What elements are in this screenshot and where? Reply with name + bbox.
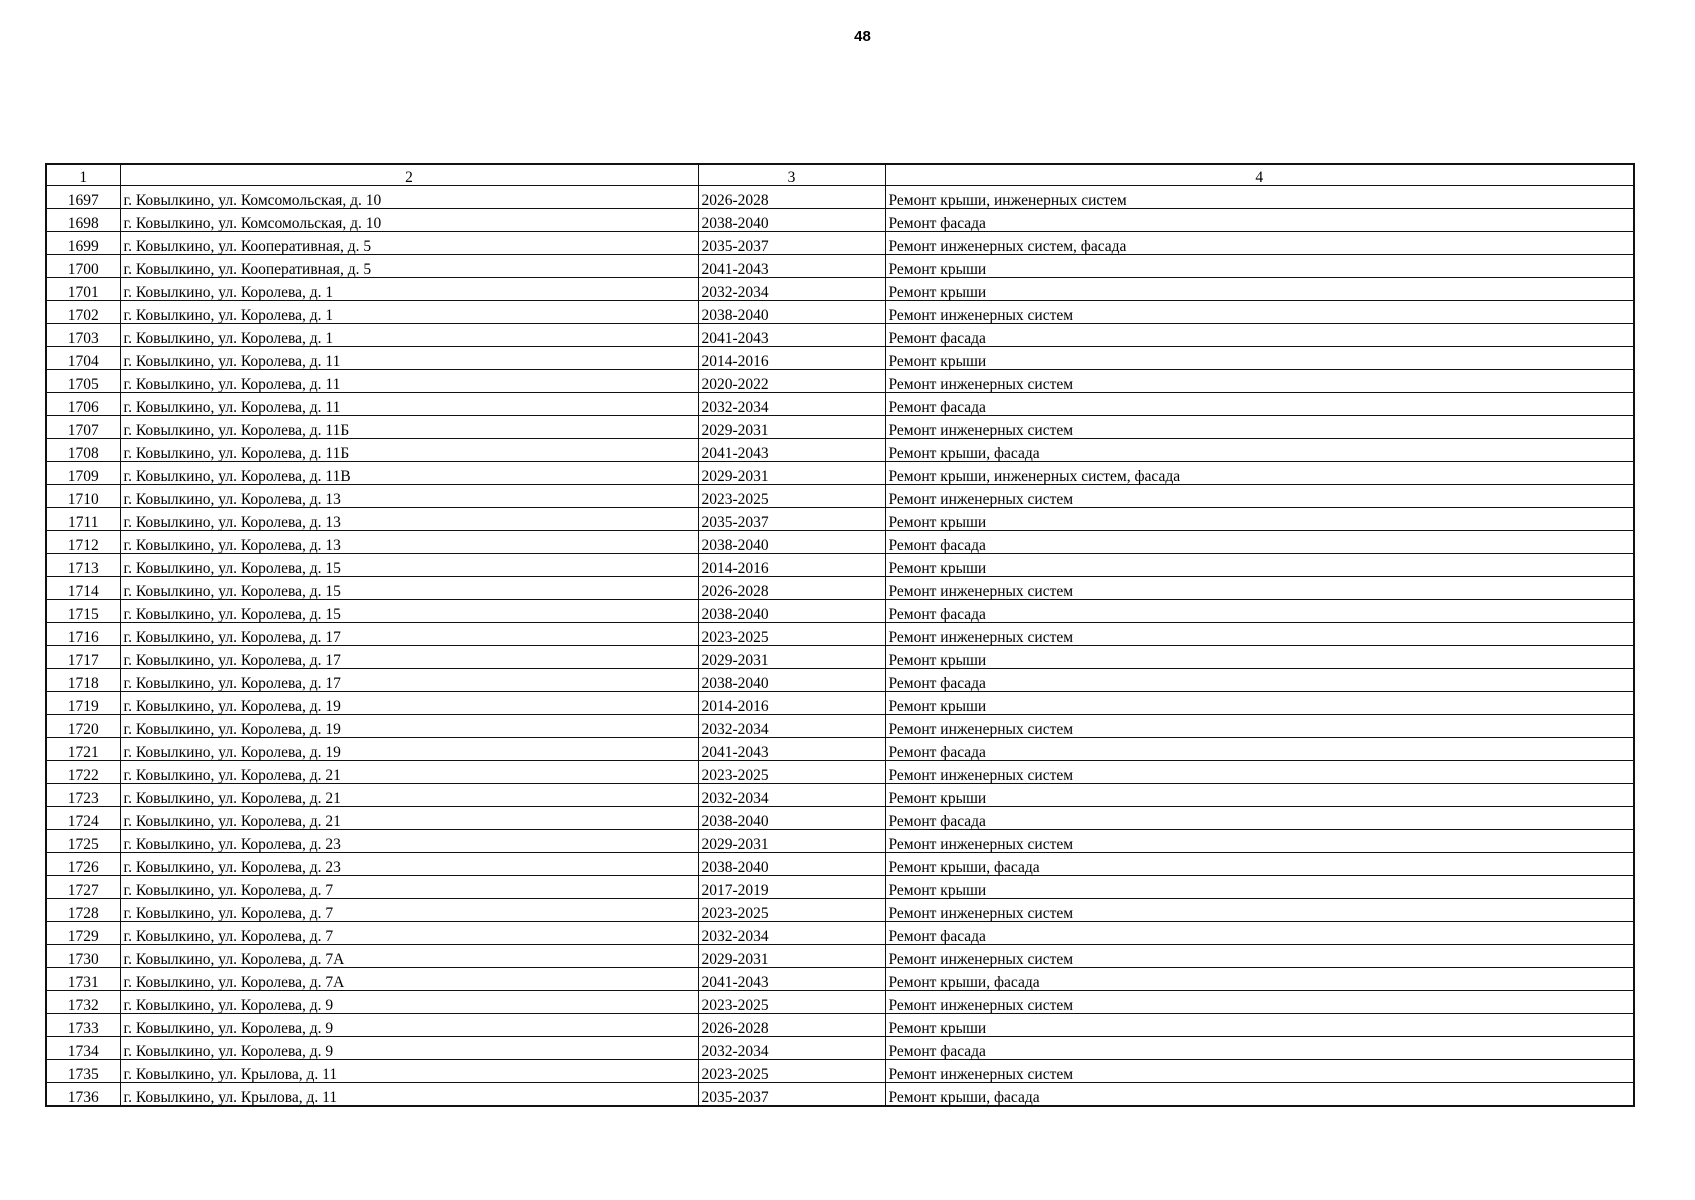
row-number-cell: 1724 [46, 807, 120, 830]
address-cell: г. Ковылкино, ул. Крылова, д. 11 [120, 1083, 698, 1107]
work-type-cell: Ремонт инженерных систем [885, 301, 1634, 324]
table-row [46, 554, 1634, 577]
work-type-cell: Ремонт крыши [885, 255, 1634, 278]
address-cell: г. Ковылкино, ул. Королева, д. 1 [120, 324, 698, 347]
row-number-cell: 1728 [46, 899, 120, 922]
work-type-cell: Ремонт крыши [885, 508, 1634, 531]
row-number-cell: 1706 [46, 393, 120, 416]
period-cell: 2026-2028 [698, 186, 885, 209]
address-cell: г. Ковылкино, ул. Королева, д. 13 [120, 508, 698, 531]
table-row [46, 830, 1634, 853]
work-type-cell: Ремонт крыши, инженерных систем, фасада [885, 462, 1634, 485]
period-cell: 2038-2040 [698, 531, 885, 554]
row-number-cell: 1714 [46, 577, 120, 600]
row-number-cell: 1727 [46, 876, 120, 899]
work-type-cell: Ремонт инженерных систем [885, 370, 1634, 393]
period-cell: 2014-2016 [698, 554, 885, 577]
address-cell: г. Ковылкино, ул. Королева, д. 11В [120, 462, 698, 485]
work-type-cell: Ремонт фасада [885, 393, 1634, 416]
column-header-4: 4 [885, 164, 1634, 186]
work-type-cell: Ремонт инженерных систем [885, 899, 1634, 922]
address-cell: г. Ковылкино, ул. Королева, д. 7 [120, 922, 698, 945]
row-number-cell: 1710 [46, 485, 120, 508]
work-type-cell: Ремонт крыши [885, 278, 1634, 301]
address-cell: г. Ковылкино, ул. Королева, д. 17 [120, 669, 698, 692]
table-row [46, 1083, 1634, 1107]
address-cell: г. Ковылкино, ул. Королева, д. 11Б [120, 439, 698, 462]
table-row [46, 715, 1634, 738]
row-number-cell: 1705 [46, 370, 120, 393]
address-cell: г. Ковылкино, ул. Королева, д. 9 [120, 991, 698, 1014]
row-number-cell: 1735 [46, 1060, 120, 1083]
work-type-cell: Ремонт инженерных систем [885, 830, 1634, 853]
table-row [46, 807, 1634, 830]
table-row [46, 232, 1634, 255]
work-type-cell: Ремонт крыши, фасада [885, 853, 1634, 876]
table-header-row [46, 164, 1634, 186]
column-header-2: 2 [120, 164, 698, 186]
work-type-cell: Ремонт инженерных систем [885, 945, 1634, 968]
table-row [46, 692, 1634, 715]
table-row [46, 324, 1634, 347]
work-type-cell: Ремонт фасада [885, 1037, 1634, 1060]
period-cell: 2041-2043 [698, 324, 885, 347]
period-cell: 2038-2040 [698, 853, 885, 876]
row-number-cell: 1703 [46, 324, 120, 347]
row-number-cell: 1717 [46, 646, 120, 669]
work-type-cell: Ремонт фасада [885, 669, 1634, 692]
row-number-cell: 1707 [46, 416, 120, 439]
table-row [46, 439, 1634, 462]
table-row [46, 531, 1634, 554]
period-cell: 2032-2034 [698, 715, 885, 738]
period-cell: 2026-2028 [698, 577, 885, 600]
table-row [46, 853, 1634, 876]
work-type-cell: Ремонт крыши, фасада [885, 1083, 1634, 1107]
period-cell: 2035-2037 [698, 508, 885, 531]
row-number-cell: 1736 [46, 1083, 120, 1107]
period-cell: 2023-2025 [698, 485, 885, 508]
period-cell: 2029-2031 [698, 462, 885, 485]
table-body [46, 186, 1634, 1107]
table-row [46, 1060, 1634, 1083]
address-cell: г. Ковылкино, ул. Королева, д. 13 [120, 485, 698, 508]
row-number-cell: 1704 [46, 347, 120, 370]
address-cell: г. Ковылкино, ул. Королева, д. 19 [120, 738, 698, 761]
address-cell: г. Ковылкино, ул. Королева, д. 7 [120, 899, 698, 922]
period-cell: 2017-2019 [698, 876, 885, 899]
table-row [46, 347, 1634, 370]
address-cell: г. Ковылкино, ул. Королева, д. 23 [120, 853, 698, 876]
table-row [46, 485, 1634, 508]
row-number-cell: 1719 [46, 692, 120, 715]
row-number-cell: 1708 [46, 439, 120, 462]
table-row [46, 278, 1634, 301]
row-number-cell: 1731 [46, 968, 120, 991]
work-type-cell: Ремонт крыши, инженерных систем [885, 186, 1634, 209]
address-cell: г. Ковылкино, ул. Королева, д. 15 [120, 577, 698, 600]
work-type-cell: Ремонт фасада [885, 922, 1634, 945]
address-cell: г. Ковылкино, ул. Королева, д. 21 [120, 761, 698, 784]
table-row [46, 301, 1634, 324]
row-number-cell: 1721 [46, 738, 120, 761]
work-type-cell: Ремонт крыши [885, 1014, 1634, 1037]
address-cell: г. Ковылкино, ул. Королева, д. 19 [120, 692, 698, 715]
address-cell: г. Ковылкино, ул. Королева, д. 21 [120, 784, 698, 807]
table-row [46, 1037, 1634, 1060]
period-cell: 2023-2025 [698, 623, 885, 646]
work-type-cell: Ремонт инженерных систем [885, 715, 1634, 738]
row-number-cell: 1723 [46, 784, 120, 807]
row-number-cell: 1700 [46, 255, 120, 278]
table-row [46, 255, 1634, 278]
period-cell: 2020-2022 [698, 370, 885, 393]
table-row [46, 600, 1634, 623]
table-row [46, 945, 1634, 968]
row-number-cell: 1711 [46, 508, 120, 531]
work-type-cell: Ремонт фасада [885, 324, 1634, 347]
work-type-cell: Ремонт фасада [885, 209, 1634, 232]
column-header-3: 3 [698, 164, 885, 186]
row-number-cell: 1698 [46, 209, 120, 232]
address-cell: г. Ковылкино, ул. Королева, д. 11 [120, 393, 698, 416]
table-row [46, 1014, 1634, 1037]
table-row [46, 784, 1634, 807]
table-row [46, 508, 1634, 531]
period-cell: 2038-2040 [698, 600, 885, 623]
work-type-cell: Ремонт инженерных систем [885, 761, 1634, 784]
row-number-cell: 1713 [46, 554, 120, 577]
work-type-cell: Ремонт крыши, фасада [885, 968, 1634, 991]
address-cell: г. Ковылкино, ул. Комсомольская, д. 10 [120, 186, 698, 209]
work-type-cell: Ремонт фасада [885, 807, 1634, 830]
period-cell: 2014-2016 [698, 692, 885, 715]
column-header-1: 1 [46, 164, 120, 186]
period-cell: 2032-2034 [698, 1037, 885, 1060]
table-row [46, 922, 1634, 945]
work-type-cell: Ремонт крыши [885, 692, 1634, 715]
address-cell: г. Ковылкино, ул. Королева, д. 17 [120, 646, 698, 669]
table-row [46, 669, 1634, 692]
address-cell: г. Ковылкино, ул. Королева, д. 11 [120, 370, 698, 393]
period-cell: 2041-2043 [698, 738, 885, 761]
row-number-cell: 1709 [46, 462, 120, 485]
work-type-cell: Ремонт инженерных систем [885, 623, 1634, 646]
row-number-cell: 1734 [46, 1037, 120, 1060]
address-cell: г. Ковылкино, ул. Королева, д. 15 [120, 554, 698, 577]
table-row [46, 209, 1634, 232]
table-row [46, 646, 1634, 669]
address-cell: г. Ковылкино, ул. Королева, д. 23 [120, 830, 698, 853]
row-number-cell: 1712 [46, 531, 120, 554]
period-cell: 2041-2043 [698, 255, 885, 278]
row-number-cell: 1732 [46, 991, 120, 1014]
period-cell: 2029-2031 [698, 416, 885, 439]
period-cell: 2038-2040 [698, 301, 885, 324]
address-cell: г. Ковылкино, ул. Королева, д. 19 [120, 715, 698, 738]
period-cell: 2035-2037 [698, 1083, 885, 1107]
work-type-cell: Ремонт фасада [885, 531, 1634, 554]
work-type-cell: Ремонт фасада [885, 738, 1634, 761]
table-row [46, 577, 1634, 600]
work-type-cell: Ремонт фасада [885, 600, 1634, 623]
address-cell: г. Ковылкино, ул. Королева, д. 21 [120, 807, 698, 830]
table-row [46, 462, 1634, 485]
row-number-cell: 1725 [46, 830, 120, 853]
work-type-cell: Ремонт инженерных систем [885, 416, 1634, 439]
address-cell: г. Ковылкино, ул. Королева, д. 7 [120, 876, 698, 899]
work-type-cell: Ремонт крыши [885, 784, 1634, 807]
table-row [46, 899, 1634, 922]
address-cell: г. Ковылкино, ул. Королева, д. 13 [120, 531, 698, 554]
row-number-cell: 1699 [46, 232, 120, 255]
work-type-cell: Ремонт крыши [885, 646, 1634, 669]
period-cell: 2023-2025 [698, 991, 885, 1014]
table-row [46, 416, 1634, 439]
address-cell: г. Ковылкино, ул. Кооперативная, д. 5 [120, 255, 698, 278]
period-cell: 2035-2037 [698, 232, 885, 255]
row-number-cell: 1697 [46, 186, 120, 209]
address-cell: г. Ковылкино, ул. Королева, д. 11 [120, 347, 698, 370]
period-cell: 2032-2034 [698, 784, 885, 807]
address-cell: г. Ковылкино, ул. Королева, д. 17 [120, 623, 698, 646]
work-type-cell: Ремонт крыши [885, 347, 1634, 370]
row-number-cell: 1718 [46, 669, 120, 692]
period-cell: 2041-2043 [698, 968, 885, 991]
period-cell: 2032-2034 [698, 278, 885, 301]
period-cell: 2023-2025 [698, 761, 885, 784]
period-cell: 2032-2034 [698, 922, 885, 945]
address-cell: г. Ковылкино, ул. Королева, д. 9 [120, 1037, 698, 1060]
work-type-cell: Ремонт инженерных систем [885, 577, 1634, 600]
period-cell: 2041-2043 [698, 439, 885, 462]
row-number-cell: 1720 [46, 715, 120, 738]
table-row [46, 186, 1634, 209]
address-cell: г. Ковылкино, ул. Королева, д. 15 [120, 600, 698, 623]
row-number-cell: 1722 [46, 761, 120, 784]
address-cell: г. Ковылкино, ул. Комсомольская, д. 10 [120, 209, 698, 232]
work-type-cell: Ремонт инженерных систем [885, 485, 1634, 508]
work-type-cell: Ремонт крыши, фасада [885, 439, 1634, 462]
period-cell: 2023-2025 [698, 1060, 885, 1083]
table-row [46, 370, 1634, 393]
row-number-cell: 1729 [46, 922, 120, 945]
period-cell: 2032-2034 [698, 393, 885, 416]
row-number-cell: 1726 [46, 853, 120, 876]
row-number-cell: 1715 [46, 600, 120, 623]
address-cell: г. Ковылкино, ул. Крылова, д. 11 [120, 1060, 698, 1083]
address-cell: г. Ковылкино, ул. Королева, д. 1 [120, 278, 698, 301]
row-number-cell: 1733 [46, 1014, 120, 1037]
work-type-cell: Ремонт инженерных систем [885, 991, 1634, 1014]
table-row [46, 393, 1634, 416]
address-cell: г. Ковылкино, ул. Королева, д. 7А [120, 945, 698, 968]
table-row [46, 738, 1634, 761]
period-cell: 2014-2016 [698, 347, 885, 370]
period-cell: 2038-2040 [698, 807, 885, 830]
period-cell: 2029-2031 [698, 830, 885, 853]
row-number-cell: 1702 [46, 301, 120, 324]
row-number-cell: 1730 [46, 945, 120, 968]
row-number-cell: 1701 [46, 278, 120, 301]
address-cell: г. Ковылкино, ул. Королева, д. 9 [120, 1014, 698, 1037]
period-cell: 2029-2031 [698, 646, 885, 669]
address-cell: г. Ковылкино, ул. Королева, д. 7А [120, 968, 698, 991]
page-number: 48 [854, 28, 871, 45]
period-cell: 2029-2031 [698, 945, 885, 968]
work-type-cell: Ремонт инженерных систем [885, 1060, 1634, 1083]
work-type-cell: Ремонт крыши [885, 554, 1634, 577]
work-type-cell: Ремонт крыши [885, 876, 1634, 899]
period-cell: 2026-2028 [698, 1014, 885, 1037]
period-cell: 2023-2025 [698, 899, 885, 922]
repair-schedule-table [45, 163, 1635, 1107]
table-row [46, 968, 1634, 991]
table-row [46, 991, 1634, 1014]
address-cell: г. Ковылкино, ул. Королева, д. 11Б [120, 416, 698, 439]
address-cell: г. Ковылкино, ул. Кооперативная, д. 5 [120, 232, 698, 255]
period-cell: 2038-2040 [698, 209, 885, 232]
address-cell: г. Ковылкино, ул. Королева, д. 1 [120, 301, 698, 324]
table-row [46, 761, 1634, 784]
table-row [46, 623, 1634, 646]
work-type-cell: Ремонт инженерных систем, фасада [885, 232, 1634, 255]
row-number-cell: 1716 [46, 623, 120, 646]
period-cell: 2038-2040 [698, 669, 885, 692]
table-row [46, 876, 1634, 899]
